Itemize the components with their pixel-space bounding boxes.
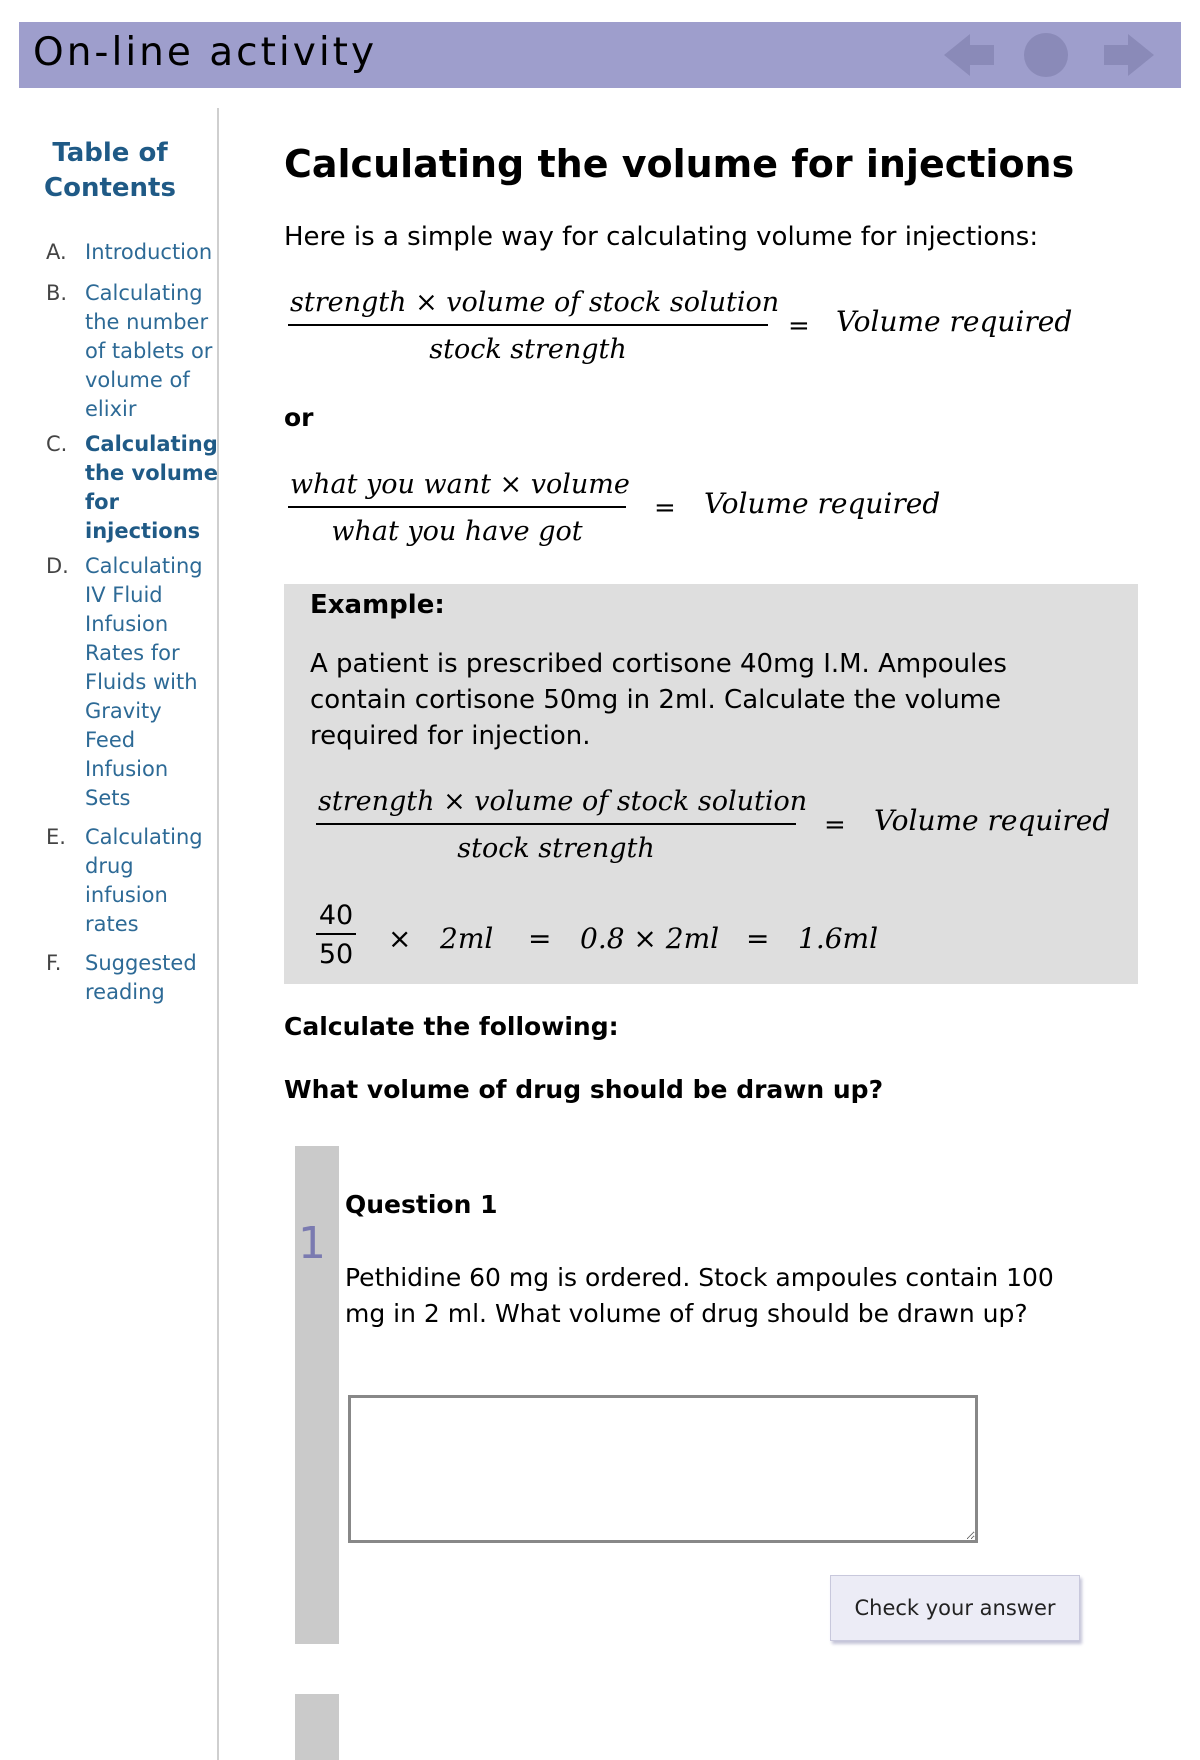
toc-link-tablets[interactable]: Calculating the number of tablets or volume of elixir bbox=[85, 281, 213, 421]
toc-title: Table of Contents bbox=[44, 138, 176, 203]
example-box bbox=[284, 584, 1138, 984]
example-calculation bbox=[316, 900, 1116, 980]
toc-item-suggested-reading bbox=[46, 949, 218, 1007]
toc-link-suggested-reading[interactable]: Suggested reading bbox=[85, 951, 197, 1004]
left-arrow-icon bbox=[942, 30, 996, 80]
formula-equals: = bbox=[788, 311, 810, 341]
toc-letter: A. bbox=[46, 240, 67, 264]
circle-home-icon bbox=[1019, 30, 1073, 80]
intro-text: Here is a simple way for calculating volume for injections: bbox=[284, 222, 1039, 252]
calc-result: 1.6ml bbox=[798, 922, 879, 955]
formula-result: Volume required bbox=[704, 487, 941, 520]
formula-result: Volume required bbox=[836, 305, 1073, 338]
toc-link-injections[interactable]: Calculating the volume for injections bbox=[85, 432, 218, 543]
right-arrow-icon bbox=[1102, 30, 1156, 80]
example-text: A patient is prescribed cortisone 40mg I.M. Ampoules contain cortisone 50mg in 2ml. Calculate the volume required for injection. bbox=[310, 649, 1007, 751]
toc-letter: F. bbox=[46, 951, 62, 975]
toc-item-introduction bbox=[46, 238, 218, 267]
formula-numerator: strength × volume of stock solution bbox=[288, 287, 768, 326]
toc-list bbox=[46, 238, 218, 1007]
calc-equals-2: = bbox=[746, 922, 770, 955]
question-text: Pethidine 60 mg is ordered. Stock ampoules contain 100 mg in 2 ml. What volume of drug should be drawn up? bbox=[345, 1263, 1054, 1328]
toc-item-iv-fluid bbox=[46, 552, 218, 813]
formula-strength bbox=[284, 287, 1144, 377]
home-button[interactable] bbox=[1019, 30, 1073, 80]
calc-term2: 0.8 × 2ml bbox=[580, 922, 720, 955]
formula-want-have bbox=[284, 469, 1144, 559]
answer-input[interactable] bbox=[348, 1395, 978, 1543]
question-2-number-strip bbox=[295, 1694, 339, 1760]
formula-result: Volume required bbox=[874, 804, 1111, 837]
formula-fraction bbox=[316, 786, 808, 864]
formula-numerator: strength × volume of stock solution bbox=[316, 786, 796, 825]
formula-fraction bbox=[288, 469, 630, 547]
toc-link-iv-fluid[interactable]: Calculating IV Fluid Infusion Rates for Fluids with Gravity Feed Infusion Sets bbox=[85, 554, 203, 810]
formula-denominator: stock strength bbox=[429, 334, 627, 365]
page-header-title: On-line activity bbox=[33, 30, 378, 75]
formula-denominator: what you have got bbox=[331, 516, 583, 547]
next-page-button[interactable] bbox=[1102, 30, 1156, 80]
formula-equals: = bbox=[654, 493, 676, 523]
toc-letter: B. bbox=[46, 281, 68, 305]
page-title: Calculating the volume for injections bbox=[284, 142, 1075, 186]
calc-equals-1: = bbox=[528, 922, 552, 955]
question-prompt: What volume of drug should be drawn up? bbox=[284, 1075, 884, 1104]
toc-letter: E. bbox=[46, 825, 66, 849]
or-label: or bbox=[284, 403, 314, 432]
example-formula bbox=[316, 786, 1116, 876]
formula-denominator: stock strength bbox=[457, 833, 655, 864]
formula-fraction bbox=[288, 287, 780, 365]
toc-letter: C. bbox=[46, 432, 68, 456]
calc-denominator: 50 bbox=[318, 939, 354, 970]
table-of-contents-sidebar bbox=[0, 108, 219, 1760]
calc-numerator: 40 bbox=[316, 900, 356, 935]
example-heading: Example: bbox=[310, 590, 445, 620]
calc-term1: 2ml bbox=[440, 922, 494, 955]
toc-item-drug-infusion bbox=[46, 823, 218, 939]
toc-letter: D. bbox=[46, 554, 69, 578]
header-bar bbox=[19, 22, 1181, 88]
question-title: Question 1 bbox=[345, 1190, 498, 1219]
toc-link-introduction[interactable]: Introduction bbox=[85, 240, 213, 264]
calc-fraction bbox=[316, 900, 356, 970]
formula-numerator: what you want × volume bbox=[288, 469, 626, 508]
previous-page-button[interactable] bbox=[942, 30, 996, 80]
formula-equals: = bbox=[824, 810, 846, 840]
calculate-label: Calculate the following: bbox=[284, 1012, 619, 1041]
toc-item-injections bbox=[46, 430, 218, 546]
toc-item-tablets bbox=[46, 279, 218, 424]
toc-link-drug-infusion[interactable]: Calculating drug infusion rates bbox=[85, 825, 203, 936]
check-answer-button[interactable]: Check your answer bbox=[830, 1575, 1080, 1641]
question-number: 1 bbox=[298, 1218, 326, 1269]
calc-times: × bbox=[388, 922, 412, 955]
